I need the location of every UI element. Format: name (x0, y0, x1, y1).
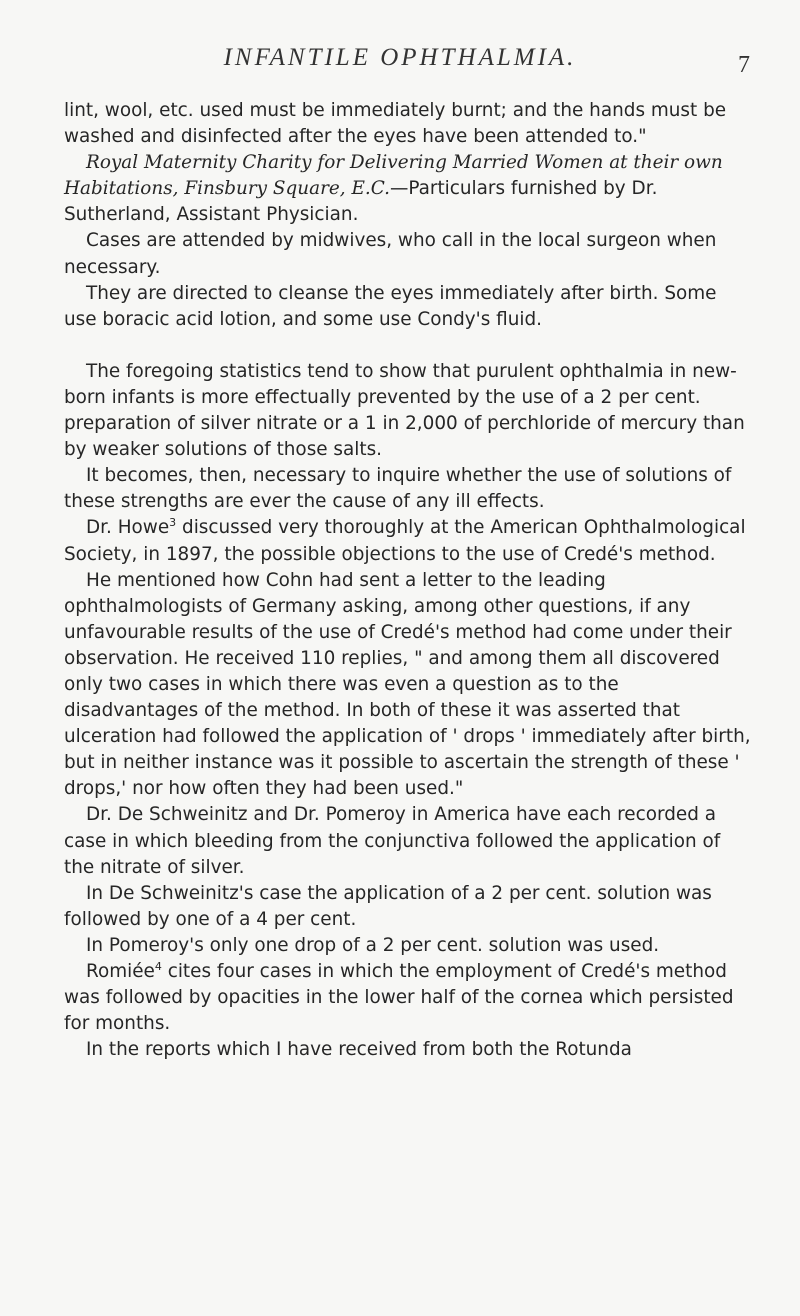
footnote-marker: 3 (169, 516, 177, 530)
paragraph: They are directed to cleanse the eyes immediately after birth. Some use boracic acid lotion, and some use Condy's fluid. (64, 282, 717, 330)
page-number: 7 (738, 52, 750, 78)
paragraph: lint, wool, etc. used must be immediately burnt; and the hands must be washed and disinfected after the eyes have been attended to." (64, 100, 727, 148)
paragraph: In the reports which I have received from both the Rotunda (86, 1039, 632, 1061)
running-head: INFANTILE OPHTHALMIA. (223, 44, 577, 71)
paragraph (64, 959, 754, 1037)
paragraph-text: cites four cases in which the employment of Credé's method was followed by opacities in the lower half of the cornea which persisted for months. (64, 961, 734, 1035)
body-text (64, 98, 754, 1063)
paragraph: The foregoing statistics tend to show that purulent ophthalmia in new-born infants is more effectually prevented by the use of a 2 per cent. preparation of silver nitrate or a 1 in 2,000 of perchloride of mercury than by weaker solutions of those salts. (64, 360, 745, 461)
paragraph-lead: Romiée (86, 961, 155, 982)
page-header (0, 44, 800, 84)
paragraph-lead: Dr. Howe (86, 517, 170, 539)
paragraph: He mentioned how Cohn had sent a letter to the leading ophthalmologists of Germany asking, among other questions, if any unfavourable results of the use of Credé's method had come under their observation. He received 110 replies, " and among them all discovered only two cases in which there was even a question as to the disadvantages of the method. In both of these it was asserted that ulceration had followed the application of ' drops ' immediately after birth, but in neither instance was it possible to ascertain the strength of these ' drops,' nor how often they had been used." (64, 569, 751, 800)
paragraph: In Pomeroy's only one drop of a 2 per cent. solution was used. (86, 934, 660, 956)
paragraph-text: discussed very thoroughly at the American Ophthalmological Society, in 1897, the possible objections to the use of Credé's method. (64, 517, 746, 565)
paragraph (64, 515, 754, 567)
paragraph-text: —Particulars furnished by Dr. Sutherland, Assistant Physician. (64, 178, 658, 226)
paragraph: It becomes, then, necessary to inquire whether the use of solutions of these strengths are ever the cause of any ill effects. (64, 465, 732, 513)
paragraph: Dr. De Schweinitz and Dr. Pomeroy in America have each recorded a case in which bleeding from the conjunctiva followed the application of the nitrate of silver. (64, 804, 721, 878)
paragraph: In De Schweinitz's case the application of a 2 per cent. solution was followed by one of a 4 per cent. (64, 882, 712, 930)
footnote-marker: 4 (154, 959, 162, 973)
paragraph: Cases are attended by midwives, who call in the local surgeon when necessary. (64, 230, 717, 278)
paragraph (64, 150, 754, 228)
institution-name: Royal Maternity Charity for Delivering Married Women at their own Habitations, Finsbury Square, E.C. (64, 152, 723, 200)
